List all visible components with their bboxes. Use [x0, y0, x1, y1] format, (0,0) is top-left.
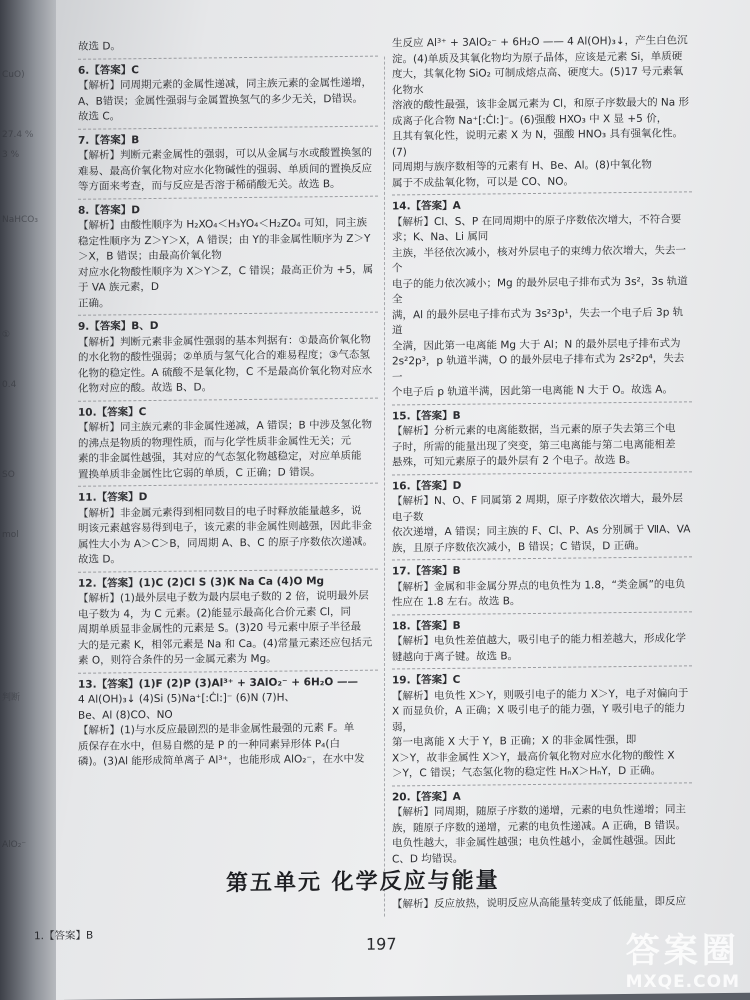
answer-line: 14.【答案】A: [392, 199, 461, 213]
answer-entry: [78, 674, 378, 773]
explanation-line: 稳定性顺序为 Z＞Y＞X，A 错误；由 Y的非金属性顺序为 Z＞Y＞X，B 错误；由最高价氧化物: [78, 232, 371, 263]
explanation-line: 难易、最高价氧化物对应水化物碱性的强弱、单质间的置换反应: [78, 162, 372, 178]
answer-entry: [78, 60, 378, 129]
answer-line: 7.【答案】B: [78, 133, 140, 147]
explanation-line: 电子的能力依次减小；Mg 的最外层电子排布式为 3s²，3s 轨道全: [392, 274, 688, 306]
ghost-text: 3 %: [2, 150, 20, 160]
answer-entry: [392, 787, 692, 871]
left-column: [78, 37, 378, 778]
explanation-line: 【解析】同周期元素的金属性递减，同主族元素的金属性递增，: [78, 76, 372, 92]
explanation-line: 4 Al(OH)₃↓ (4)Si (5)Na⁺[:Ċl:]⁻ (6)N (7)H、: [78, 691, 296, 706]
explanation-line: C、D 均错误。: [392, 852, 464, 865]
explanation-line: 明该元素越容易得到电子，该元素的非金属性则越强，因此非金: [78, 519, 372, 535]
explanation-line: 【解析】同主族元素的非金属性递减，A 错误；B 中涉及氢化物: [78, 418, 373, 434]
explanation-line: 依次递增，A 错误；同主族的 F、Cl、P、As 分别属于 ⅦA、VA: [392, 523, 691, 539]
ghost-text: mol: [2, 530, 19, 540]
watermark-logo-text: 答案圈: [625, 931, 740, 971]
explanation-line: 个电子后 p 轨道半满，因此第一电离能 N 大于 O。故选 A。: [392, 383, 673, 399]
explanation-line: ＞Y，C 错误；气态氢化物的稳定性 HₙX＞HₙY，D 正确。: [392, 764, 662, 780]
explanation-line: 故选 D。: [78, 40, 121, 53]
explanation-line: 化物对应的酸。故选 B、D。: [78, 381, 213, 395]
explanation-line: 正确。: [78, 296, 110, 310]
page-number: 197: [366, 934, 397, 954]
answer-entry: [392, 196, 692, 405]
answer-line: 15.【答案】B: [392, 409, 461, 422]
answer-line: 9.【答案】B、D: [78, 319, 159, 333]
answer-entry: [78, 200, 378, 316]
explanation-line: 化物的稳定性。A 硫酸不是氧化物，C 不是最高价氧化物对应水: [78, 364, 373, 380]
ghost-text: CuO): [2, 70, 25, 80]
answer-entry: [78, 573, 378, 673]
book-page: [34, 0, 750, 1000]
explanation-line: 【解析】N、O、F 同属第 2 周期，原子序数依次增大，最外层电子数: [392, 492, 683, 523]
explanation-line: 属于不成盐氧化物，可以是 CO、NO。: [392, 175, 575, 189]
ghost-text: 0.4: [2, 380, 17, 390]
explanation-line: 【解析】(1)与水反应最剧烈的是非金属性最强的元素 F。单: [78, 721, 355, 737]
ghost-text: ①: [2, 330, 11, 340]
answer-line: 17.【答案】B: [392, 564, 461, 578]
ghost-text: NaHCO₃: [2, 215, 38, 225]
explanation-line: 电子数为 4，为 C 元素。(2)能显示最高化合价元素 Cl，同: [78, 605, 351, 621]
explanation-line: 【解析】(1)最外层电子数为最内层电子数的 2 倍，说明最外层: [78, 589, 369, 605]
explanation-line: 度大，其氧化物 SiO₂ 可制成熔点高、硬度大。(5)17 号元素氧化物水: [392, 65, 684, 96]
explanation-line: 【解析】非金属元素得到相同数目的电子时释放能量越多，说: [78, 504, 362, 520]
explanation-line: 【解析】同周期，随原子序数的递增，元素的电负性递增；同主: [392, 803, 686, 819]
explanation-line: 【解析】判断元素金属性的强弱，可以从金属与水或酸置换氢的: [78, 146, 372, 162]
explanation-line: 等方面来考查，而与反应是否溶于稀硝酸无关。故选 B。: [78, 178, 341, 193]
answer-line: 16.【答案】D: [392, 479, 462, 492]
answer-entry: [78, 488, 378, 573]
answer-line: 11.【答案】D: [78, 491, 148, 504]
answer-entry: [392, 616, 692, 670]
answer-entry: [78, 130, 378, 199]
explanation-line: 全满，因此第一电离能 Mg 大于 Al；N 的最外层电子排布式为: [392, 336, 681, 352]
watermark-url: MXQE.COM: [625, 972, 740, 992]
next-answer: 1.【答案】B: [34, 929, 94, 943]
ghost-text: 判断: [2, 693, 21, 703]
ghost-text: 27.4 %: [2, 130, 34, 140]
explanation-line: 【解析】分析元素的电离能数据，当元素的原子失去第三个电: [392, 422, 676, 438]
right-column: [392, 33, 692, 874]
explanation-line: 磷)。(3)Al 能形成简单离子 Al³⁺，也能形成 AlO₂⁻，在水中发: [78, 752, 365, 768]
explanation-line: 质保存在水中，但易自燃的是 P 的一种同素异形体 P₄(白: [78, 737, 340, 753]
explanation-line: 成离子化合物 Na⁺[:Ċl:]⁻。(6)强酸 HXO₃ 中 X 显 +5 价，: [392, 112, 668, 127]
next-explanation: 【解析】反应放热，说明反应从高能量转变成了低能量，即反应: [392, 895, 686, 911]
explanation-line: 满，Al 的最外层电子排布式为 3s²3p¹，失去一个电子后 3p 轨道: [392, 305, 684, 337]
answer-entry: [78, 37, 378, 60]
explanation-line: 的水化物的酸性强弱；②单质与氢气化合的难易程度；③气态氢: [78, 348, 370, 364]
explanation-line: 周期单质显非金属性的元素是 S。(3)20 号元素中原子半径最: [78, 620, 362, 636]
explanation-line: 同周期与族序数相等的元素有 H、Be、Al。(8)中氧化物: [392, 158, 652, 174]
explanation-line: 【解析】判断元素非金属性强弱的基本判据有：①最高价氧化物: [78, 333, 371, 349]
explanation-line: X 而显负价，A 正确；X 吸引电子的能力强，Y 吸引电子的能力弱，: [392, 702, 686, 733]
explanation-line: 溶液的酸性最强，该非金属元素为 Cl，和原子序数最大的 Na 形: [392, 96, 690, 112]
answer-line: 13.【答案】(1)F (2)P (3)Al³⁺ + 3AlO₂⁻ + 6H₂O ——: [78, 675, 358, 691]
explanation-line: 故选 D。: [78, 553, 121, 566]
explanation-line: 【解析】Cl、S、P 在同周期中的原子序数依次增大，不符合要求；K、Na、Li 属同: [392, 212, 682, 244]
explanation-line: Be、Al (8)CO、NO: [78, 708, 173, 722]
section-title: 第五单元 化学反应与能量: [226, 867, 500, 897]
answer-line: 20.【答案】A: [392, 790, 461, 803]
explanation-line: 生反应 Al³⁺ + 3AlO₂⁻ + 6H₂O —— 4 Al(OH)₃↓，产生白色沉: [392, 34, 688, 50]
answer-entry: [78, 317, 378, 402]
answer-entry: [392, 670, 692, 786]
explanation-line: 2s²2p³，p 轨道半满，O 的最外层电子排布式为 2s²2p⁴，失去一: [392, 352, 685, 383]
explanation-line: 电负性越大，非金属性越强；电负性越小，金属性越强。因此: [392, 834, 676, 850]
answer-line: 12.【答案】(1)C (2)Cl S (3)K Na Ca (4)O Mg: [78, 574, 325, 590]
answer-line: 18.【答案】B: [392, 619, 461, 632]
answer-entry: [392, 476, 692, 561]
answer-line: 10.【答案】C: [78, 405, 147, 419]
explanation-line: 族，随原子序数的递增，元素的电负性递减。A 正确，B 错误。: [392, 818, 687, 834]
explanation-line: 素的非金属性越强，其对应的气态氢化物越稳定，对应单质能: [78, 449, 362, 465]
explanation-line: 子时，所需的能量出现了突变，第三电离能与第二电离能相差: [392, 438, 676, 453]
explanation-line: 【解析】金属和非金属分界点的电负性为 1.8，“类金属”的电负: [392, 577, 686, 593]
watermark: [626, 923, 740, 992]
explanation-line: 淀。(4)单质及其氧化物均为原子晶体，应该是元素 Si，单质硬: [392, 49, 683, 65]
explanation-line: 的沸点是物质的物理性质，而与化学性质非金属性无关；元: [78, 434, 351, 450]
explanation-line: 素 O，则符合条件的另一金属元素为 Mg。: [78, 652, 277, 667]
explanation-line: 悬殊，可知元素原子的最外层有 2 个电子。故选 B。: [392, 453, 637, 469]
explanation-line: 置换单质非金属性比它弱的单质，C 正确；D 错误。: [78, 465, 321, 481]
explanation-line: 主族，半径依次减小，核对外层电子的束缚力依次增大，失去一个: [392, 243, 686, 275]
explanation-line: X＞Y，故非金属性 X＞Y，最高价氧化物对应水化物的酸性 X: [392, 749, 675, 764]
adjacent-page-strip: [0, 0, 64, 1000]
explanation-line: 【解析】由酸性顺序为 H₂XO₄＜H₃YO₄＜H₂ZO₄ 可知，同主族: [78, 216, 367, 232]
answer-entry: [392, 406, 692, 475]
answer-entry: [392, 33, 692, 195]
explanation-line: 族，且原子序数依次减小，B 错误；C 错误，D 正确。: [392, 539, 646, 554]
explanation-line: 第一电离能 X 大于 Y，B 正确；X 的非金属性强，即: [392, 733, 637, 749]
explanation-line: 【解析】电负性差值越大，吸引电子的能力相差越大，形成化学: [392, 632, 686, 648]
ghost-text: AlO₂⁻: [2, 840, 27, 850]
explanation-line: 且其有氧化性，说明元素 X 为 N，强酸 HNO₃ 具有强氧化性。(7): [392, 127, 683, 158]
answer-line: 6.【答案】C: [78, 63, 140, 77]
explanation-line: 大的是元素 K，相邻元素是 Na 和 Ca。(4)常量元素还应包括元: [78, 636, 373, 652]
answer-line: 19.【答案】C: [392, 673, 461, 687]
explanation-line: 【解析】电负性 X＞Y，则吸引电子的能力 X＞Y，电子对偏向于: [392, 686, 689, 702]
explanation-line: A、B错误；金属性强弱与金属置换氢气的多少无关，D错误。: [78, 92, 363, 108]
explanation-line: 性应在 1.8 左右。故选 B。: [392, 595, 521, 609]
column-divider: [384, 57, 385, 917]
explanation-line: 故选 C。: [78, 110, 121, 123]
answer-entry: [392, 561, 692, 615]
explanation-line: 键越向于离子键。故选 B。: [392, 649, 519, 663]
explanation-line: 对应水化物酸性顺序为 X＞Y＞Z，C 错误；最高正价为 +5，属于 VA 族元素，D: [78, 263, 374, 294]
answer-line: 8.【答案】D: [78, 203, 141, 217]
ghost-text: SO: [2, 470, 15, 480]
answer-entry: [78, 402, 378, 487]
explanation-line: 属性大小为 A＞C＞B，同周期 A、B、C 的原子序数依次递减。: [78, 535, 373, 551]
